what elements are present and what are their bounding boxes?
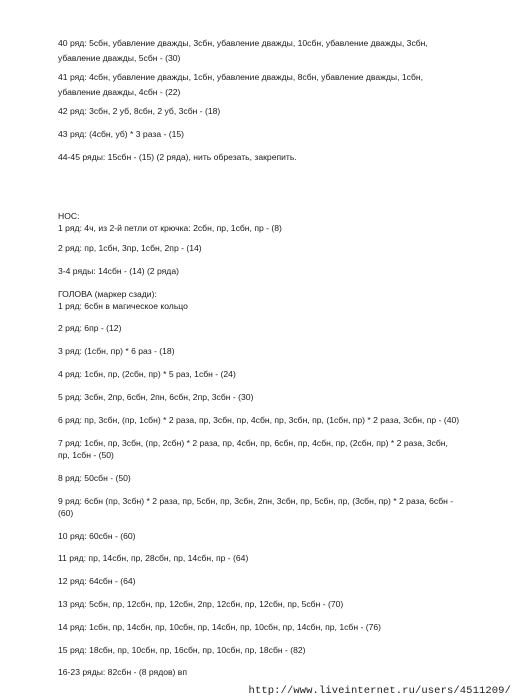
text-line-head-row1: 1 ряд: 6сбн в магическое кольцо — [58, 301, 188, 311]
text-line-head-row7-part2: пр, 1сбн - (50) — [58, 450, 114, 460]
text-line-head-row8: 8 ряд: 50сбн - (50) — [58, 473, 131, 483]
text-line-head-row10: 10 ряд: 60сбн - (60) — [58, 531, 136, 541]
text-line-head-row3: 3 ряд: (1сбн, пр) * 6 раз - (18) — [58, 346, 175, 356]
text-line-row41-part1: 41 ряд: 4сбн, убавление дважды, 1сбн, убавление дважды, 8сбн, убавление дважды, 1сбн, — [58, 72, 424, 82]
watermark-url: http://www.liveinternet.ru/users/4511209/ — [248, 685, 511, 697]
text-line-head-row9-part2: (60) — [58, 508, 74, 518]
text-line-head-row2: 2 ряд: 6пр - (12) — [58, 323, 122, 333]
text-line-head-row15: 15 ряд: 18сбн, пр, 10сбн, пр, 16сбн, пр, 10сбн, пр, 18сбн - (82) — [58, 645, 306, 655]
text-line-head-rows16-23: 16-23 ряды: 82сбн - (8 рядов) вп — [58, 667, 188, 677]
text-line-head-row5: 5 ряд: 3сбн, 2пр, 6сбн, 2пн, 6сбн, 2пр, 3сбн - (30) — [58, 392, 254, 402]
text-line-row41-part2: убавление дважды, 4сбн - (22) — [58, 87, 181, 97]
text-line-rows44-45: 44-45 ряды: 15сбн - (15) (2 ряда), нить обрезать, закрепить. — [58, 152, 297, 162]
text-line-head-row7-part1: 7 ряд: 1сбн, пр, 3сбн, (пр, 2сбн) * 2 раза, пр, 4сбн, пр, 6сбн, пр, 4сбн, пр, (2сбн, пр) * 2 раза, 3сбн, — [58, 438, 448, 448]
text-line-row43: 43 ряд: (4сбн, уб) * 3 раза - (15) — [58, 129, 185, 139]
text-line-head-row12: 12 ряд: 64сбн - (64) — [58, 576, 136, 586]
text-line-nose-row1: 1 ряд: 4ч, из 2-й петли от крючка: 2сбн, пр, 1сбн, пр - (8) — [58, 223, 282, 233]
text-line-row40-part2: убавление дважды, 5сбн - (30) — [58, 53, 181, 63]
text-line-row42: 42 ряд: 3сбн, 2 уб, 8сбн, 2 уб, 3сбн - (18) — [58, 106, 221, 116]
section-heading-head: ГОЛОВА (маркер сзади): — [58, 289, 157, 299]
text-line-nose-row2: 2 ряд: пр, 1сбн, 3пр, 1сбн, 2пр - (14) — [58, 243, 202, 253]
section-heading-nose: НОС: — [58, 211, 80, 221]
text-line-head-row11: 11 ряд: пр, 14сбн, пр, 28сбн, пр, 14сбн, пр - (64) — [58, 553, 249, 563]
text-line-head-row6: 6 ряд: пр, 3сбн, (пр, 1сбн) * 2 раза, пр, 3сбн, пр, 4сбн, пр, 3сбн, пр, (1сбн, пр) * 2 раза, 3сбн, пр - (40) — [58, 415, 460, 425]
text-line-head-row9-part1: 9 ряд: 6сбн (пр, 3сбн) * 2 раза, пр, 5сбн, пр, 3сбн, 2пн, 3сбн, пр, 5сбн, пр, (3сбн, пр) * 2 раза, 6сбн - — [58, 496, 454, 506]
text-line-head-row13: 13 ряд: 5сбн, пр, 12сбн, пр, 12сбн, 2пр, 12сбн, пр, 12сбн, пр, 5сбн - (70) — [58, 599, 344, 609]
text-line-nose-rows3-4: 3-4 ряды: 14сбн - (14) (2 ряда) — [58, 266, 179, 276]
text-line-head-row4: 4 ряд: 1сбн, пр, (2сбн, пр) * 5 раз, 1сбн - (24) — [58, 369, 236, 379]
text-line-head-row14: 14 ряд: 1сбн, пр, 14сбн, пр, 10сбн, пр, 14сбн, пр, 10сбн, пр, 14сбн, пр, 1сбн - (76) — [58, 622, 381, 632]
text-line-row40-part1: 40 ряд: 5сбн, убавление дважды, 3сбн, убавление дважды, 10сбн, убавление дважды, 3сбн, — [58, 38, 428, 48]
